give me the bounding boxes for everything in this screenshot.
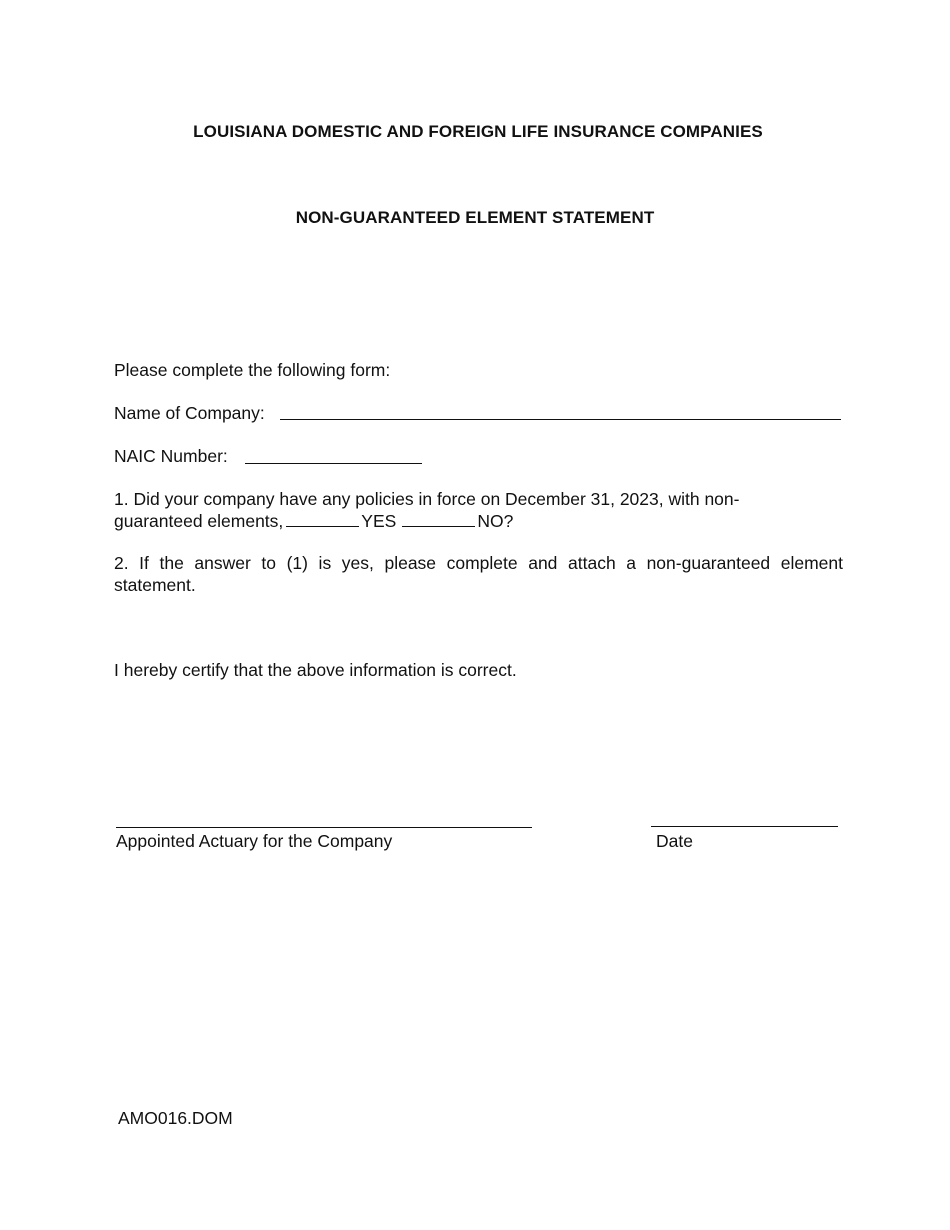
date-label: Date xyxy=(656,831,693,851)
question-1-line-1: 1. Did your company have any policies in force on December 31, 2023, with non- xyxy=(114,489,740,509)
naic-number-label: NAIC Number: xyxy=(114,446,228,466)
document-title: LOUISIANA DOMESTIC AND FOREIGN LIFE INSURANCE COMPANIES xyxy=(193,122,763,141)
question-1 xyxy=(114,488,843,532)
yes-answer-blank[interactable] xyxy=(286,512,359,527)
company-name-field[interactable] xyxy=(280,419,841,420)
yes-label: YES xyxy=(361,511,397,531)
certification-statement: I hereby certify that the above information is correct. xyxy=(114,660,517,680)
naic-number-field[interactable] xyxy=(245,463,422,464)
actuary-signature-label: Appointed Actuary for the Company xyxy=(116,831,393,851)
question-2: 2. If the answer to (1) is yes, please complete and attach a non-guaranteed element statement. xyxy=(114,553,843,595)
no-label: NO? xyxy=(477,511,514,531)
date-signature-line[interactable] xyxy=(651,826,838,827)
no-answer-blank[interactable] xyxy=(402,512,475,527)
actuary-signature-line[interactable] xyxy=(116,827,532,828)
document-subtitle: NON-GUARANTEED ELEMENT STATEMENT xyxy=(295,208,655,227)
form-intro: Please complete the following form: xyxy=(114,360,391,380)
form-code: AMO016.DOM xyxy=(118,1108,233,1128)
question-1-prefix: guaranteed elements, xyxy=(114,511,284,531)
company-name-label: Name of Company: xyxy=(114,403,265,423)
